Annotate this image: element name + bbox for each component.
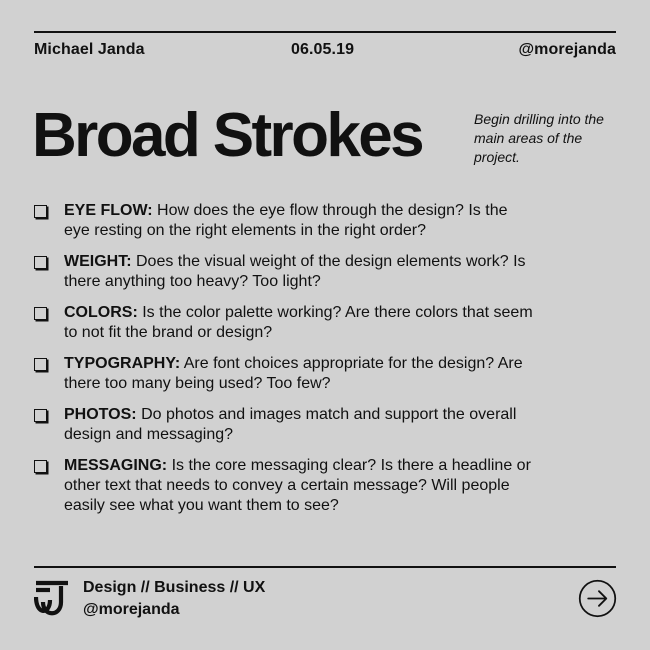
- checklist-item-typography: [34, 354, 534, 405]
- checklist-item-description: Is the color palette working? Are there colors that seem to not fit the brand or design?: [64, 304, 533, 341]
- footer-handle: @morejanda: [83, 601, 180, 618]
- bottom-divider: [34, 566, 616, 568]
- checkbox-icon[interactable]: [34, 409, 47, 422]
- header-handle: @morejanda: [518, 41, 616, 58]
- checkbox-icon[interactable]: [34, 460, 47, 473]
- top-divider: [34, 31, 616, 33]
- checklist-item-title: WEIGHT:: [64, 253, 132, 270]
- arrow-right-circle-icon[interactable]: [578, 579, 617, 618]
- page-subtitle: Begin drilling into the main areas of the project.: [474, 111, 604, 165]
- checklist-item-title: EYE FLOW:: [64, 202, 153, 219]
- checklist-item-text: [64, 201, 534, 241]
- page-title: Broad Strokes: [32, 101, 422, 170]
- checklist-item-text: [64, 252, 534, 292]
- checklist-item-colors: [34, 303, 534, 354]
- checklist-item-text: [64, 303, 534, 343]
- footer-tagline: Design // Business // UX: [83, 579, 266, 596]
- checklist-item-title: PHOTOS:: [64, 406, 137, 423]
- checklist-item-text: [64, 405, 534, 445]
- author-name: Michael Janda: [34, 41, 145, 58]
- checkbox-icon[interactable]: [34, 307, 47, 320]
- checklist-item-description: Is the core messaging clear? Is there a headline or other text that needs to convey a certain message? Will people easily see what you want them to see?: [64, 457, 531, 514]
- checkbox-icon[interactable]: [34, 358, 47, 371]
- checklist-item-description: Do photos and images match and support the overall design and messaging?: [64, 406, 517, 443]
- checklist-item-eye-flow: [34, 201, 534, 252]
- checklist-item-title: COLORS:: [64, 304, 138, 321]
- checklist-item-description: Does the visual weight of the design elements work? Is there anything too heavy? Too light?: [64, 253, 526, 290]
- checklist-item-photos: [34, 405, 534, 456]
- checklist-item-description: How does the eye flow through the design? Is the eye resting on the right elements in the right order?: [64, 202, 508, 239]
- mj-monogram-logo: [34, 580, 70, 618]
- checklist-item-text: [64, 456, 534, 516]
- checkbox-icon[interactable]: [34, 205, 47, 218]
- checklist-item-title: MESSAGING:: [64, 457, 168, 474]
- checklist-item-weight: [34, 252, 534, 303]
- checkbox-icon[interactable]: [34, 256, 47, 269]
- checklist-item-text: [64, 354, 534, 394]
- checklist: [34, 201, 534, 514]
- header: [34, 41, 616, 61]
- post-date: 06.05.19: [291, 41, 355, 58]
- checklist-item-title: TYPOGRAPHY:: [64, 355, 181, 372]
- checklist-item-messaging: [34, 456, 534, 514]
- checklist-item-description: Are font choices appropriate for the design? Are there too many being used? Too few?: [64, 355, 523, 392]
